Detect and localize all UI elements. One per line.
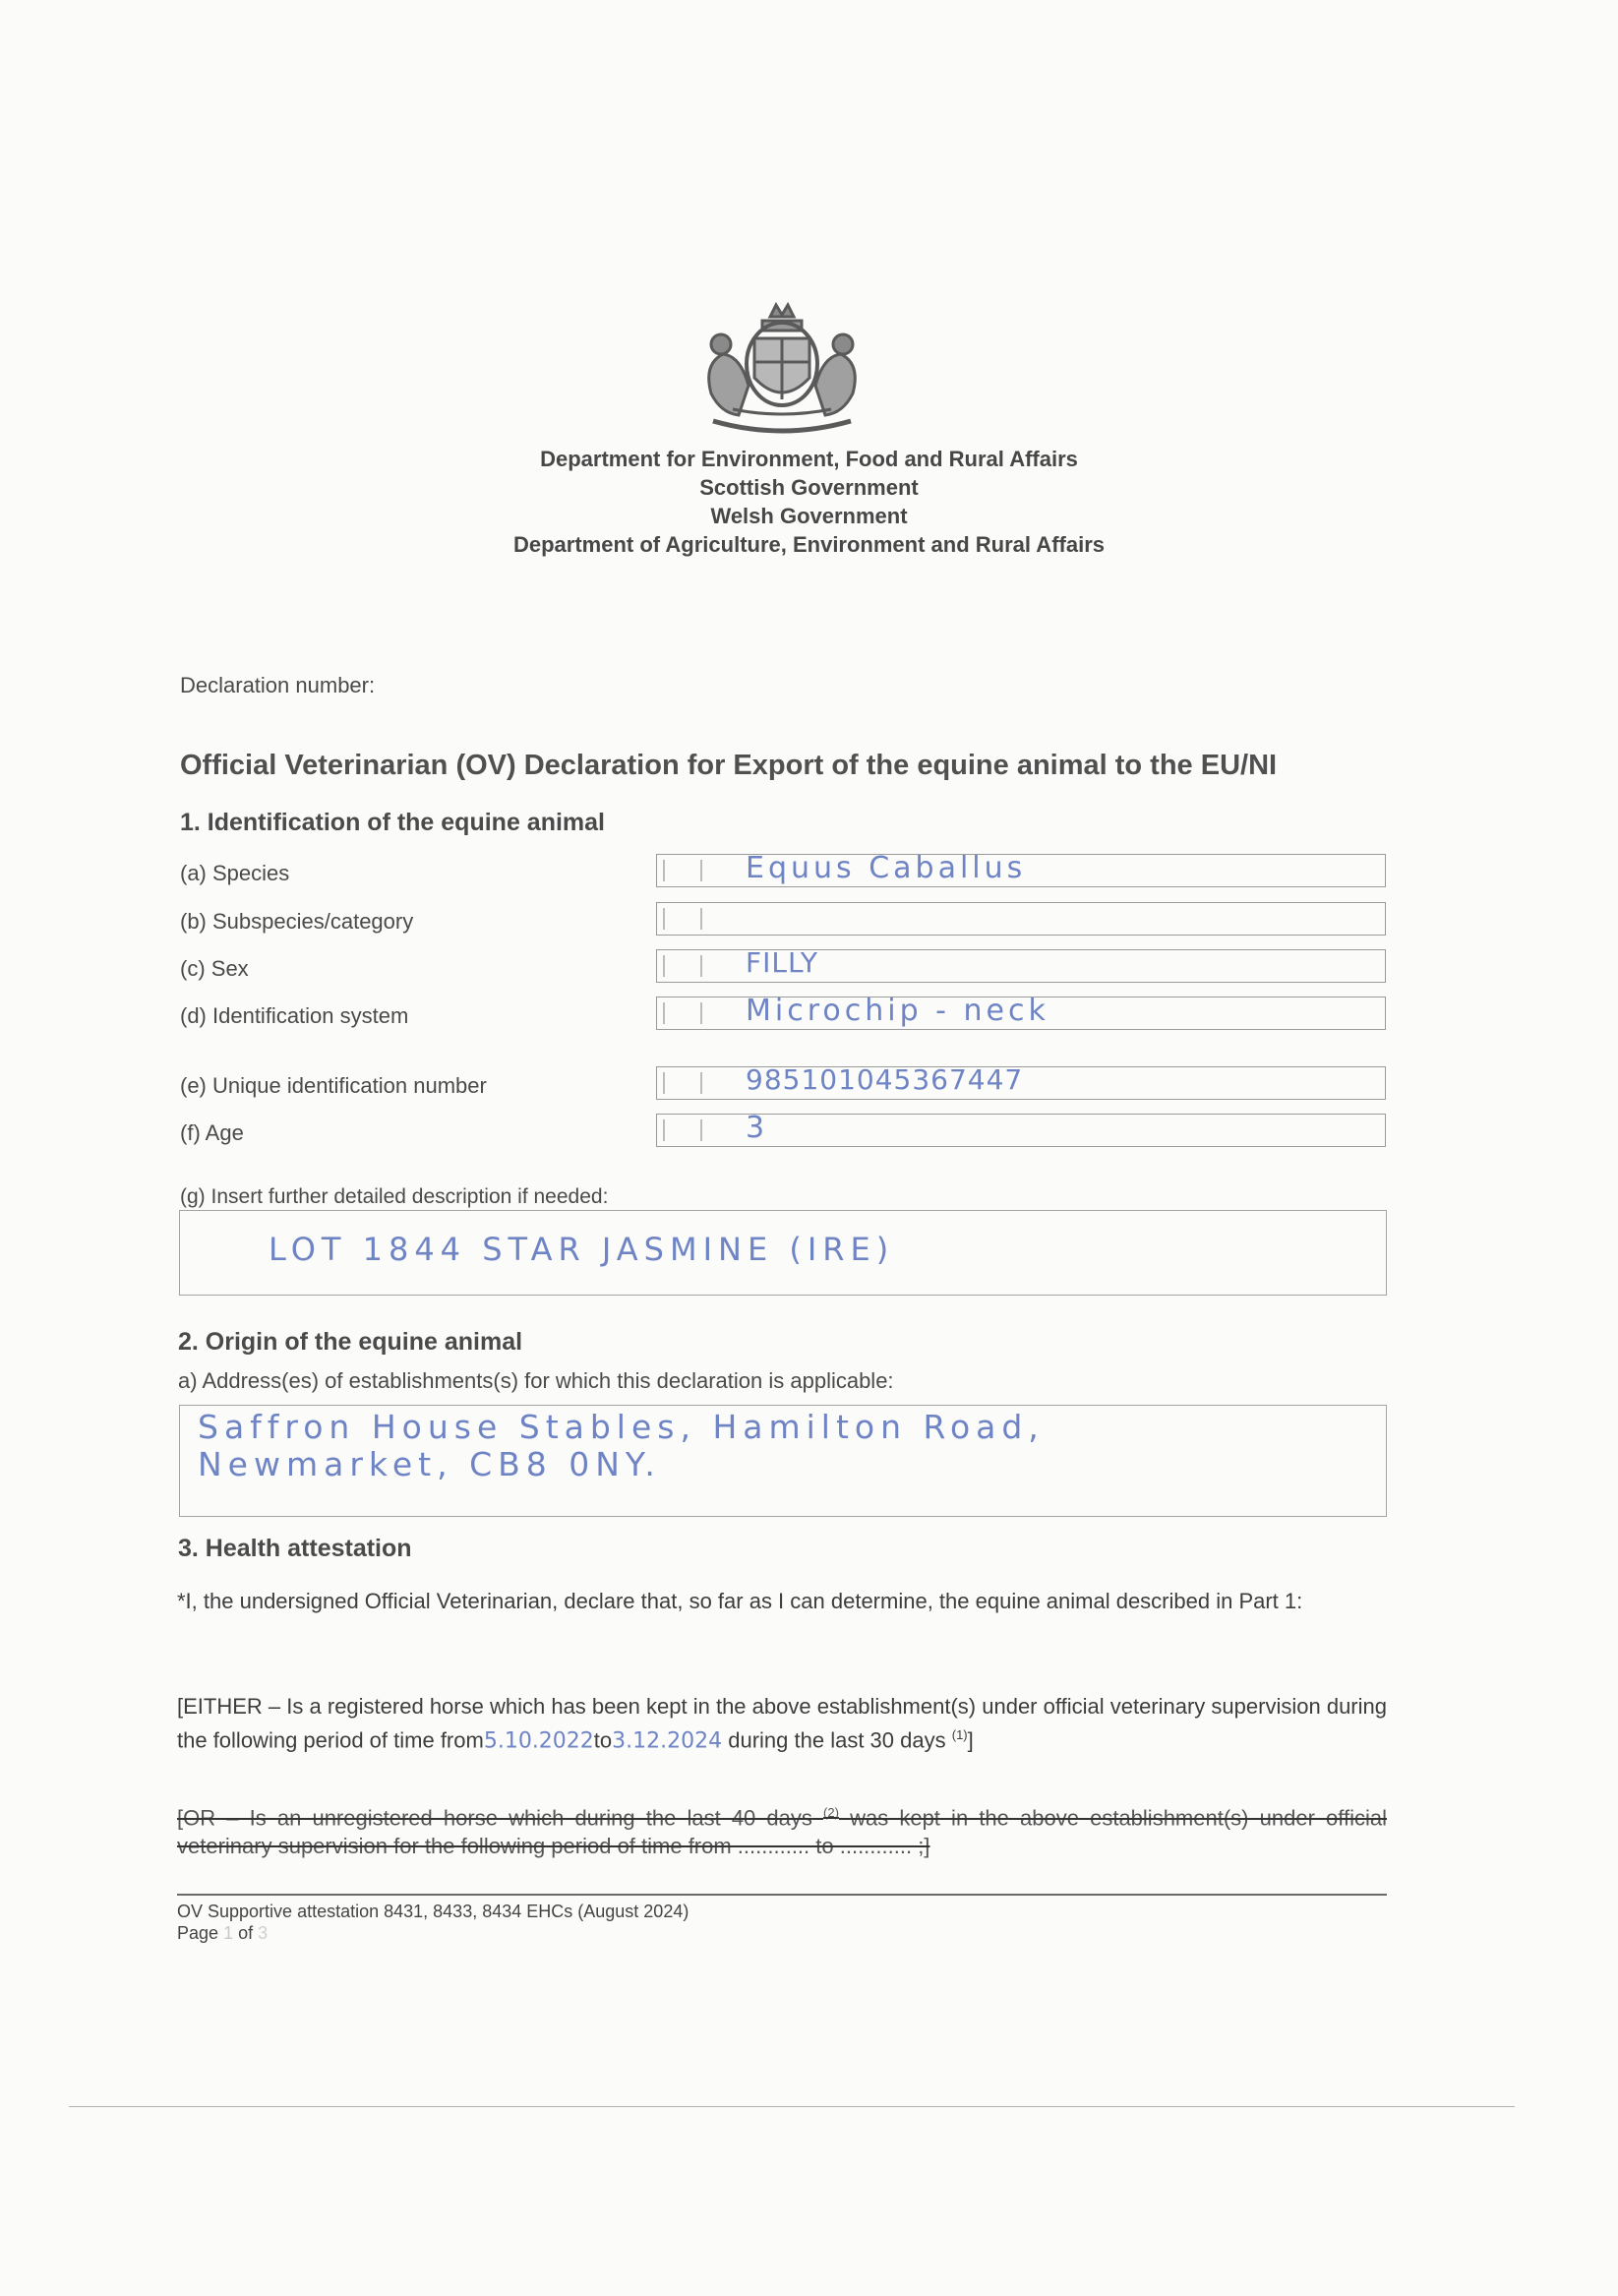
scan-edge-line [69, 2106, 1515, 2107]
or-text: [OR – Is an unregistered horse which during the last 40 days [177, 1805, 812, 1831]
or-statement-struck [177, 1798, 1387, 1860]
declaration-number-label: Declaration number: [180, 673, 376, 697]
address-label: a) Address(es) of establishments(s) for which this declaration is applicable: [178, 1368, 894, 1393]
section-3-heading: 3. Health attestation [178, 1535, 412, 1562]
page-current: 1 [223, 1923, 234, 1943]
issuing-departments [0, 445, 1618, 559]
address-line-2: Newmarket, CB8 0NY. [198, 1445, 661, 1483]
address-field[interactable] [179, 1405, 1387, 1517]
page-prefix: Page [177, 1923, 219, 1943]
age-field[interactable] [656, 1111, 1386, 1147]
species-field[interactable] [656, 851, 1386, 887]
page-total: 3 [258, 1923, 269, 1943]
identification-system-value: Microchip - neck [746, 994, 1049, 1028]
department-name: Scottish Government [699, 475, 919, 500]
or-text-continued: was kept in the above establishment(s) under official veterinary supervision for the following period of time from ............ to ............ ;] [177, 1805, 1387, 1859]
sex-field[interactable] [656, 946, 1386, 983]
subspecies-label: (b) Subspecies/category [180, 909, 414, 934]
royal-coat-of-arms-icon [693, 295, 870, 443]
department-name: Welsh Government [710, 504, 908, 528]
either-statement [177, 1692, 1387, 1755]
health-attestation-intro: *I, the undersigned Official Veterinarian, declare that, so far as I can determine, the equine animal described in Part 1: [177, 1589, 1303, 1613]
either-suffix: during the last 30 days [728, 1727, 946, 1753]
department-name: Department of Agriculture, Environment and Rural Affairs [512, 532, 1105, 557]
age-value: 3 [746, 1111, 769, 1145]
from-date: 5.10.2022 [483, 1728, 594, 1754]
footnote-ref: (2) [823, 1805, 839, 1820]
species-value: Equus Caballus [746, 851, 1027, 885]
footnote-ref: (1) [951, 1727, 968, 1742]
description-label: (g) Insert further detailed description if needed: [180, 1185, 609, 1208]
subspecies-field[interactable] [656, 902, 1386, 936]
either-close: ] [967, 1727, 974, 1753]
unique-id-label: (e) Unique identification number [180, 1073, 487, 1098]
footer-divider [177, 1894, 1387, 1896]
section-1-heading: 1. Identification of the equine animal [180, 809, 605, 836]
description-field[interactable] [179, 1210, 1387, 1296]
species-label: (a) Species [180, 861, 290, 885]
to-date: 3.12.2024 [612, 1728, 723, 1754]
page-number [177, 1922, 689, 1944]
identification-system-label: (d) Identification system [180, 1003, 409, 1028]
page-of: of [238, 1923, 254, 1943]
description-value: LOT 1844 STAR JASMINE (IRE) [269, 1231, 895, 1268]
document-title: Official Veterinarian (OV) Declaration for Export of the equine animal to the EU/NI [180, 750, 1278, 781]
unique-id-field[interactable] [656, 1063, 1386, 1100]
sex-label: (c) Sex [180, 956, 249, 981]
address-line-1: Saffron House Stables, Hamilton Road, [198, 1408, 1045, 1446]
footer-attestation-ref: OV Supportive attestation 8431, 8433, 8434 EHCs (August 2024) [177, 1902, 689, 1921]
department-name: Department for Environment, Food and Rural Affairs [540, 447, 1078, 471]
section-2-heading: 2. Origin of the equine animal [178, 1328, 523, 1356]
sex-value: FILLY [746, 946, 818, 979]
identification-system-field[interactable] [656, 994, 1386, 1030]
footer [177, 1901, 689, 1944]
age-label: (f) Age [180, 1120, 244, 1145]
unique-id-value: 985101045367447 [746, 1063, 1024, 1096]
either-text: [EITHER – Is a registered horse which has been kept in the above establishment(s) under official veterinary supervision during the following period of time from [177, 1694, 1387, 1753]
to-word: to [593, 1727, 613, 1753]
